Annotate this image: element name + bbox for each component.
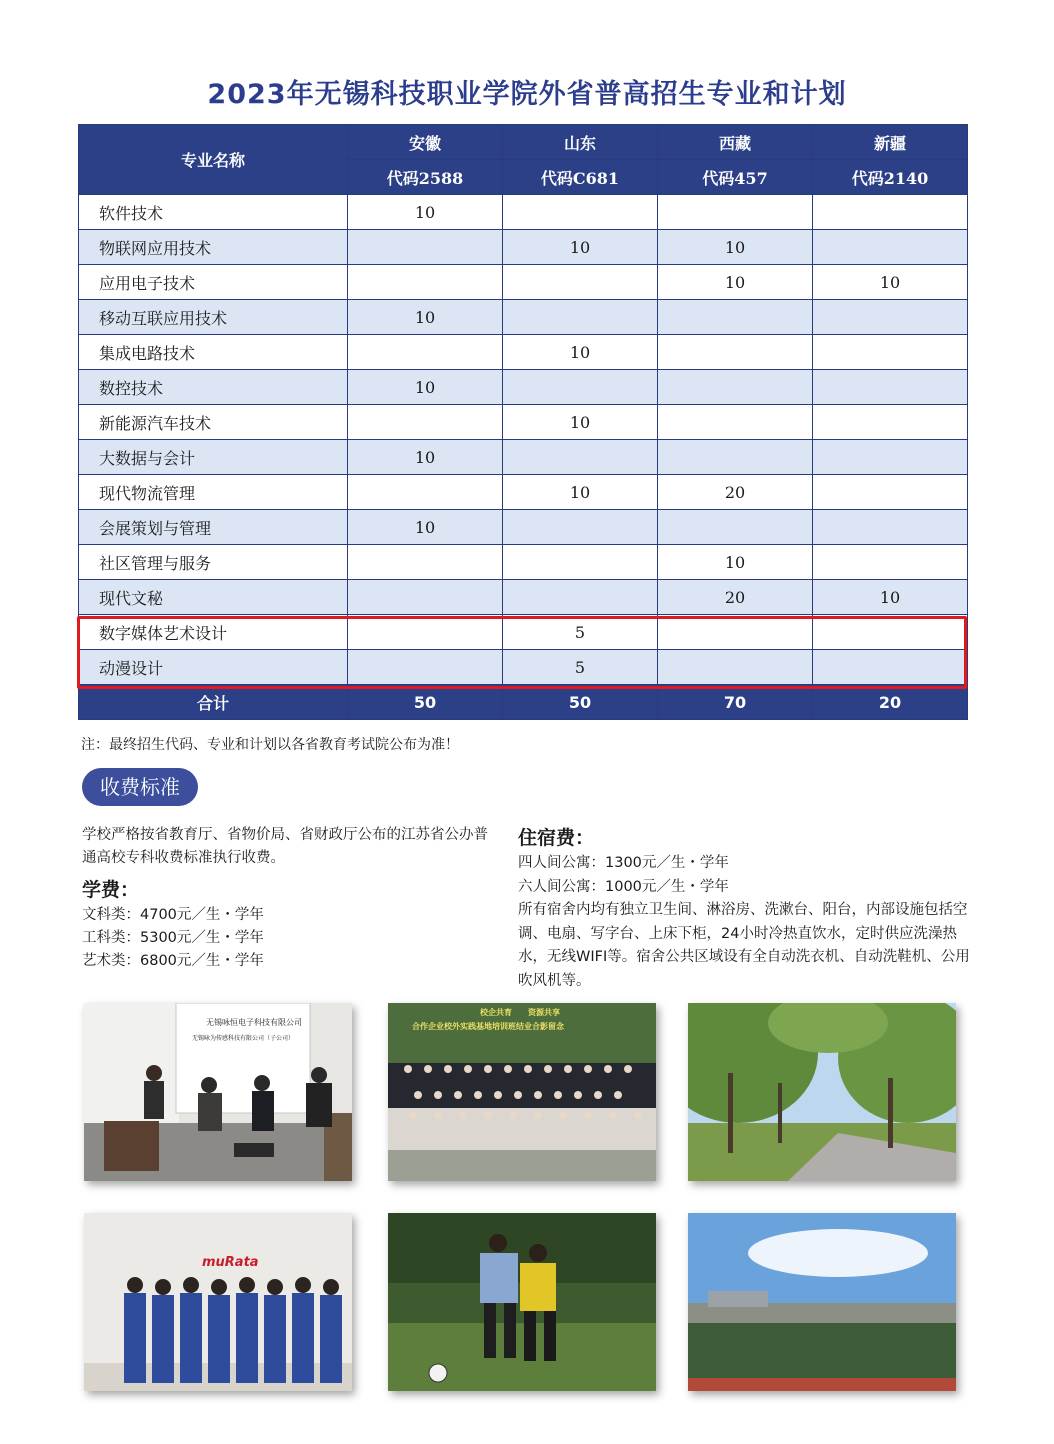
table-row <box>79 650 968 685</box>
quota-cell: 10 <box>348 370 503 405</box>
major-name: 现代文秘 <box>79 580 348 615</box>
photo-campus-road-image <box>688 1003 956 1181</box>
table-row <box>79 475 968 510</box>
total-cell: 70 <box>658 685 813 720</box>
quota-cell <box>658 650 813 685</box>
quota-cell: 10 <box>503 230 658 265</box>
quota-cell: 10 <box>813 580 968 615</box>
table-row <box>79 615 968 650</box>
photo-football <box>388 1213 656 1391</box>
quota-cell <box>658 405 813 440</box>
page-title: 2023年无锡科技职业学院外省普高招生专业和计划 <box>207 79 847 110</box>
table-row <box>79 265 968 300</box>
major-name: 集成电路技术 <box>79 335 348 370</box>
quota-cell <box>658 300 813 335</box>
quota-cell: 10 <box>658 265 813 300</box>
quota-cell <box>658 510 813 545</box>
photo-campus-road <box>688 1003 956 1181</box>
table-row <box>79 230 968 265</box>
header-code-shandong: 代码C681 <box>503 160 658 195</box>
quota-cell <box>813 405 968 440</box>
quota-cell <box>813 335 968 370</box>
quota-cell: 20 <box>658 580 813 615</box>
major-name: 现代物流管理 <box>79 475 348 510</box>
table-row <box>79 580 968 615</box>
photo-banner-top: 校企共育 资源共享 <box>480 1008 560 1017</box>
major-name: 数字媒体艺术设计 <box>79 615 348 650</box>
quota-cell <box>813 615 968 650</box>
photo-sports-field-image <box>688 1213 956 1391</box>
quota-cell <box>348 650 503 685</box>
quota-cell: 10 <box>658 230 813 265</box>
major-name: 移动互联应用技术 <box>79 300 348 335</box>
dorm-six-person: 六人间公寓：1000元／生・学年 <box>518 878 729 895</box>
photo-brand-logo: muRata <box>202 1255 259 1270</box>
dorm-description: 所有宿舍内均有独立卫生间、淋浴房、洗漱台、阳台，内部设施包括空调、电扇、写字台、上床下柜，24小时冷热直饮水，定时供应洗澡热水，无线WIFI等。宿舍公共区域设有全自动洗衣机、自动洗鞋机、公用吹风机等。 <box>518 902 970 989</box>
header-province-anhui: 安徽 <box>348 125 503 160</box>
total-row <box>79 685 968 720</box>
quota-cell <box>813 300 968 335</box>
major-name: 会展策划与管理 <box>79 510 348 545</box>
major-name: 社区管理与服务 <box>79 545 348 580</box>
major-name: 大数据与会计 <box>79 440 348 475</box>
table-row <box>79 440 968 475</box>
photo-banner-bottom: 合作企业校外实践基地培训班结业合影留念 <box>412 1022 564 1031</box>
tuition-heading: 学费： <box>82 879 140 901</box>
table-row <box>79 510 968 545</box>
quota-cell: 10 <box>503 475 658 510</box>
photo-enterprise-talk <box>84 1003 352 1181</box>
quota-cell: 5 <box>503 650 658 685</box>
quota-cell: 10 <box>503 335 658 370</box>
quota-cell <box>813 510 968 545</box>
photo-company-staff <box>84 1213 352 1391</box>
quota-cell <box>503 300 658 335</box>
table-row <box>79 545 968 580</box>
quota-cell <box>658 370 813 405</box>
quota-cell: 10 <box>813 265 968 300</box>
header-province-xinjiang: 新疆 <box>813 125 968 160</box>
quota-cell: 10 <box>348 195 503 230</box>
footnote: 注：最终招生代码、专业和计划以各省教育考试院公布为准！ <box>81 737 459 753</box>
quota-cell <box>348 545 503 580</box>
quota-cell <box>348 335 503 370</box>
quota-cell <box>348 265 503 300</box>
major-name: 应用电子技术 <box>79 265 348 300</box>
quota-cell: 10 <box>348 510 503 545</box>
quota-cell <box>348 475 503 510</box>
header-major: 专业名称 <box>79 125 348 195</box>
enrollment-plan-table <box>78 124 968 720</box>
quota-cell <box>658 335 813 370</box>
photo-enterprise-talk-image <box>84 1003 352 1181</box>
quota-cell <box>813 230 968 265</box>
quota-cell: 10 <box>348 300 503 335</box>
photo-company-staff-image <box>84 1213 352 1391</box>
header-code-xinjiang: 代码2140 <box>813 160 968 195</box>
quota-cell <box>813 195 968 230</box>
major-name: 软件技术 <box>79 195 348 230</box>
quota-cell <box>503 580 658 615</box>
quota-cell <box>813 545 968 580</box>
quota-cell <box>813 440 968 475</box>
quota-cell: 5 <box>503 615 658 650</box>
total-cell: 50 <box>503 685 658 720</box>
tuition-art: 艺术类：6800元／生・学年 <box>82 953 264 969</box>
photo-company-sub: 无锡咏为传感科技有限公司（子公司） <box>192 1035 295 1042</box>
tuition-arts: 文科类：4700元／生・学年 <box>82 907 264 923</box>
table-row <box>79 370 968 405</box>
fees-left-column <box>82 824 492 973</box>
photo-sports-field <box>688 1213 956 1391</box>
header-code-anhui: 代码2588 <box>348 160 503 195</box>
header-province-xizang: 西藏 <box>658 125 813 160</box>
quota-cell <box>348 405 503 440</box>
quota-cell <box>658 440 813 475</box>
quota-cell <box>348 580 503 615</box>
quota-cell: 20 <box>658 475 813 510</box>
dorm-four-person: 四人间公寓：1300元／生・学年 <box>518 855 729 871</box>
quota-cell <box>348 230 503 265</box>
header-code-xizang: 代码457 <box>658 160 813 195</box>
quota-cell <box>503 370 658 405</box>
table-row <box>79 405 968 440</box>
quota-cell <box>503 265 658 300</box>
photo-group <box>388 1003 656 1181</box>
tuition-engineering: 工科类：5300元／生・学年 <box>82 930 264 946</box>
header-province-shandong: 山东 <box>503 125 658 160</box>
quota-cell: 10 <box>503 405 658 440</box>
table-row <box>79 300 968 335</box>
fees-right-column <box>518 824 978 993</box>
fees-section-pill: 收费标准 <box>82 768 198 806</box>
quota-cell <box>503 510 658 545</box>
quota-cell <box>503 195 658 230</box>
major-name: 动漫设计 <box>79 650 348 685</box>
dorm-heading: 住宿费： <box>518 827 595 849</box>
major-name: 新能源汽车技术 <box>79 405 348 440</box>
quota-cell: 10 <box>348 440 503 475</box>
major-name: 物联网应用技术 <box>79 230 348 265</box>
total-cell: 50 <box>348 685 503 720</box>
quota-cell <box>813 650 968 685</box>
table-row <box>79 335 968 370</box>
photo-football-image <box>388 1213 656 1391</box>
quota-cell <box>503 440 658 475</box>
quota-cell: 10 <box>658 545 813 580</box>
total-cell: 20 <box>813 685 968 720</box>
quota-cell <box>813 370 968 405</box>
total-label: 合计 <box>79 685 348 720</box>
quota-cell <box>348 615 503 650</box>
quota-cell <box>658 615 813 650</box>
major-name: 数控技术 <box>79 370 348 405</box>
table-row <box>79 195 968 230</box>
photo-company-name: 无锡咏恒电子科技有限公司 <box>206 1018 302 1027</box>
quota-cell <box>503 545 658 580</box>
quota-cell <box>658 195 813 230</box>
fees-intro: 学校严格按省教育厅、省物价局、省财政厅公布的江苏省公办普通高校专科收费标准执行收费。 <box>82 827 488 866</box>
quota-cell <box>813 475 968 510</box>
